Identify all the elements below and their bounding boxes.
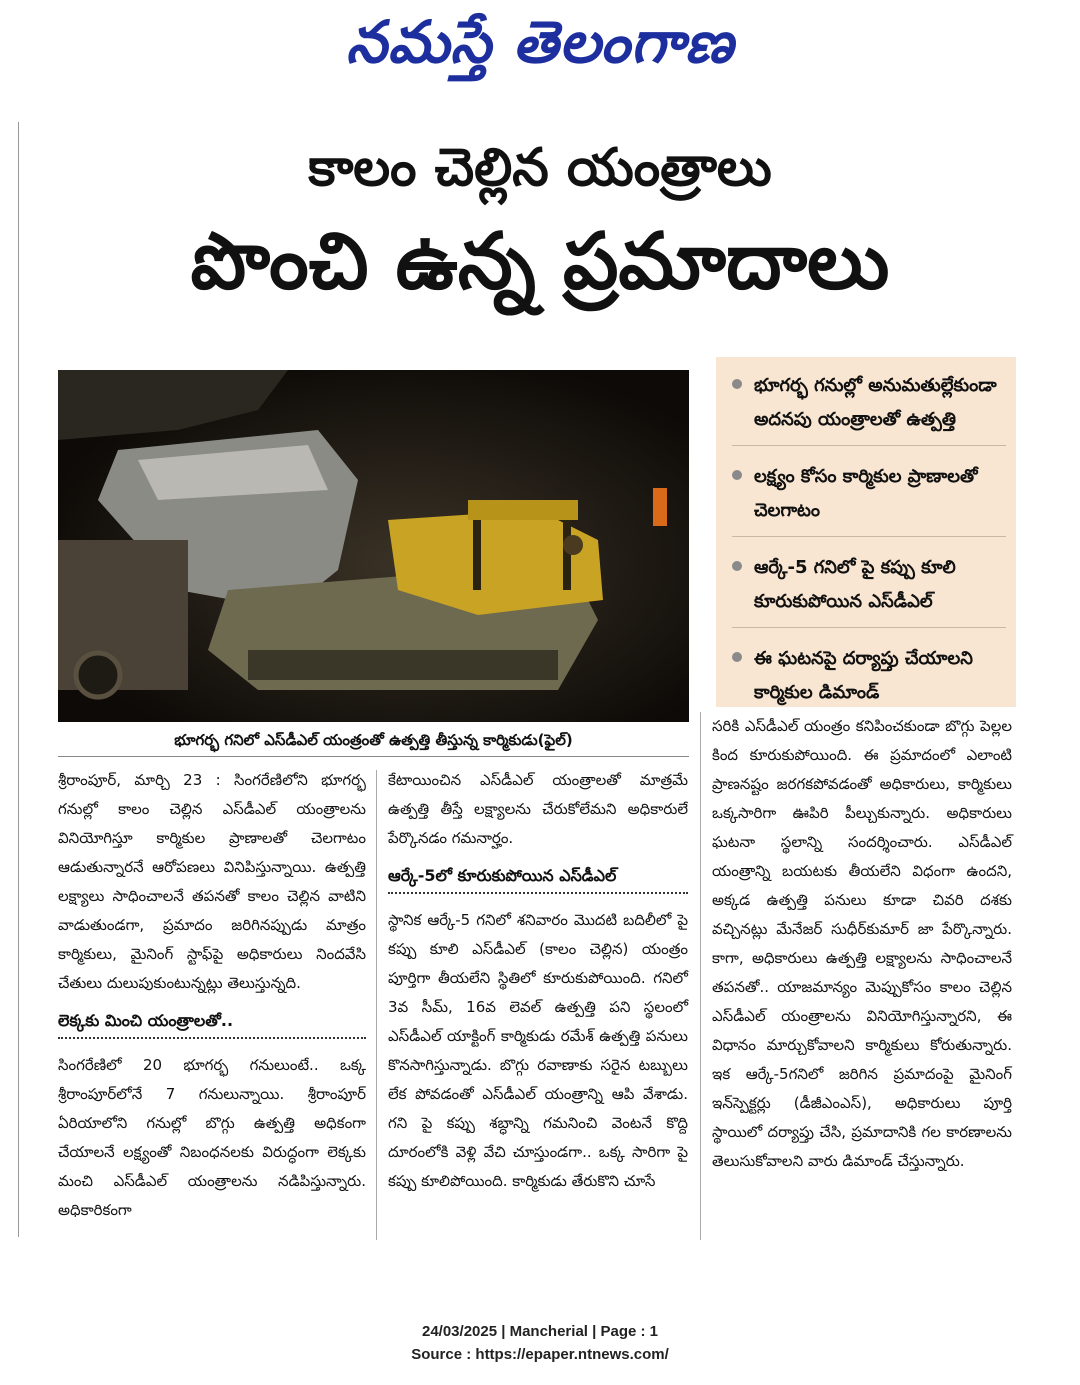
highlight-text: లక్ష్యం కోసం కార్మికుల ప్రాణాలతో చెలగాటం [754,466,978,521]
left-margin-rule [18,122,19,1237]
article-paragraph: సరికి ఎస్‌డీఎల్‌ యంత్రం కనిపించకుండా బొగ్గు పెల్లల కింద కూరుకుపోయింది. ఈ ప్రమాదంలో ఎలాంటి ప్రాణనష్టం జరగకపోవడంతో అధికారులు, కార్మికులు ఒక్కసారిగా ఊపిరి పీల్చుకున్నారు. అధికారులు ఘటనా స్థలాన్ని సందర్శించారు. ఎస్‌డీఎల్‌ యంత్రాన్ని బయటకు తీయలేని విధంగా ఉందని, అక్కడ ఉత్పత్తి పనులు కూడా చివరి దశకు వచ్చినట్లు మేనేజర్‌ సుధీర్‌కుమార్‌ జా పేర్కొన్నారు. కాగా, అధికారులు ఉత్పత్తి లక్ష్యాలను సాధించాలనే తపనతో.. యాజమాన్యం మెప్పుకోసం కాలం చెల్లిన ఎస్‌డీఎల్‌ యంత్రాలను వినియోగిస్తున్నారని, ఈ విధానం మార్చుకోవాలని కార్మికులు కోరుతున్నారు. ఇక ఆర్కే-5గనిలో జరిగిన ప్రమాదంపై మైనింగ్‌ ఇన్‌స్పెక్టర్లు (డీజీఎంఎస్‌), అధికారులు పూర్తి స్థాయిలో దర్యాప్తు చేసి, ప్రమాదానికి గల కారణాలను తెలుసుకోవాలని వారు డిమాండ్‌ చేస్తున్నారు. [712,717,1012,1170]
article-column-1 [58,766,366,1225]
photo-caption: భూగర్భ గనిలో ఎస్‌డీఎల్‌ యంత్రంతో ఉత్పత్తి తీస్తున్న కార్మికుడు(ఫైల్‌) [58,728,689,757]
article-paragraph: శ్రీరాంపూర్‌, మార్చి 23 : సింగరేణిలోని భూగర్భ గనుల్లో కాలం చెల్లిన ఎస్‌డీఎల్‌ యంత్రాలను వినియోగిస్తూ కార్మికుల ప్రాణాలతో చెలగాటం ఆడుతున్నారనే ఆరోపణలు వినిపిస్తున్నాయి. ఉత్పత్తి లక్ష్యాలు సాధించాలనే తపనతో కాలం చెల్లిన వాటిని వాడుతుండగా, ప్రమాదం జరిగినప్పుడు మాత్రం కార్మికులు, మైనింగ్‌ స్టాఫ్‌పై అధికారులు నిందవేసి చేతులు దులుపుకుంటున్నట్లు తెలుస్తున్నది. [58,771,366,992]
highlight-item [732,460,1006,537]
bullet-icon [732,379,742,389]
bullet-icon [732,561,742,571]
highlight-text: భూగర్భ గనుల్లో అనుమతుల్లేకుండా అదనపు యంత్రాలతో ఉత్పత్తి [754,375,997,430]
highlight-text: ఈ ఘటనపై దర్యాప్తు చేయాలని కార్మికుల డిమాండ్‌ [754,648,973,703]
headline-line-2: పొంచి ఉన్న ప్రమాదాలు [190,217,890,307]
headline-line-1: కాలం చెల్లిన యంత్రాలు [308,138,772,198]
masthead-logo: నమస్తే తెలంగాణ [346,8,734,76]
article-paragraph: సింగరేణిలో 20 భూగర్భ గనులుంటే.. ఒక్క శ్రీరాంపూర్‌లోనే 7 గనులున్నాయి. శ్రీరాంపూర్‌ ఏరియాలోని గనుల్లో బొగ్గు ఉత్పత్తి అధికంగా చేయాలనే లక్ష్యంతో నిబంధనలకు విరుద్ధంగా లెక్కకు మంచి ఎస్‌డీఎల్‌ యంత్రాలను నడిపిస్తున్నారు. అధికారికంగా [58,1056,366,1219]
highlight-text: ఆర్కే-5 గనిలో పై కప్పు కూలి కూరుకుపోయిన ఎస్‌డీఎల్‌ [754,557,956,612]
highlight-item [732,642,1006,718]
bullet-icon [732,652,742,662]
bullet-icon [732,470,742,480]
article-subheading: లెక్కకు మించి యంత్రాలతో.. [58,1006,366,1039]
highlights-box [716,357,1016,707]
article-paragraph: స్థానిక ఆర్కే-5 గనిలో శనివారం మొదటి బదిలీలో పై కప్పు కూలి ఎస్‌డీఎల్‌ (కాలం చెల్లిన) యంత్రం పూర్తిగా తీయలేని స్థితిలో కూరుకుపోయింది. గనిలో 3వ సీమ్‌, 16వ లెవల్‌ ఉత్పత్తి పని స్థలంలో ఎస్‌డీఎల్‌ యాక్టింగ్‌ కార్మికుడు రమేశ్‌ ఉత్పత్తి పనులు కొనసాగిస్తున్నాడు. బొగ్గు రవాణాకు సరైన టబ్బులు లేక పోవడంతో ఎస్‌డీఎల్‌ యంత్రాన్ని ఆపి వేశాడు. గని పై కప్పు శబ్ధాన్ని గమనించి వెంటనే కొద్ది దూరంలోకి వెళ్లి వేచి చూస్తుండగా.. ఒక్క సారిగా పై కప్పు కూలిపోయింది. కార్మికుడు తేరుకొని చూసే [388,911,688,1190]
footer-edition-info: 24/03/2025 | Mancherial | Page : 1 [421,1323,659,1340]
column-rule [376,770,377,1240]
footer-source-link[interactable]: Source : https://epaper.ntnews.com/ [411,1346,669,1363]
article-paragraph: కేటాయించిన ఎస్‌డీఎల్‌ యంత్రాలతో మాత్రమే ఉత్పత్తి తీస్తే లక్ష్యాలను చేరుకోలేమని అధికారులే పేర్కొనడం గమనార్హం. [388,771,688,847]
column-rule [700,712,701,1240]
highlight-item [732,551,1006,628]
highlight-item [732,369,1006,446]
article-column-2 [388,766,688,1196]
article-column-3 [712,712,1012,1176]
article-subheading: ఆర్కే-5లో కూరుకుపోయిన ఎస్‌డీఎల్‌ [388,861,688,894]
news-photo [58,370,689,722]
